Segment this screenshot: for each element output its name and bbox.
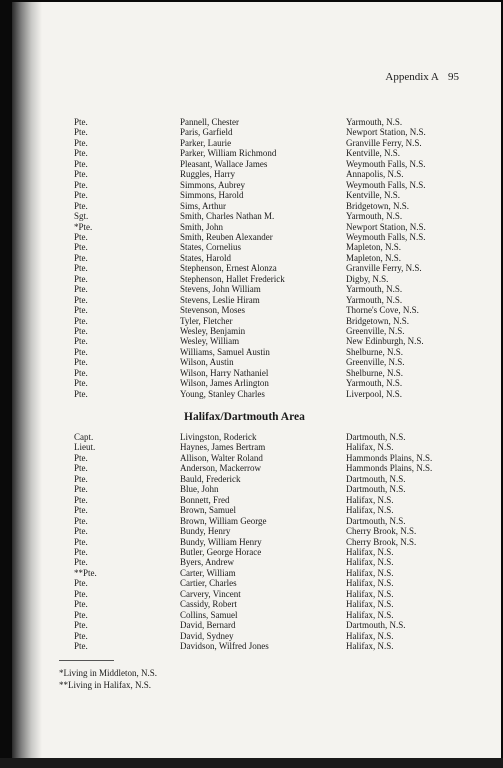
roster-place: Halifax, N.S.: [346, 505, 394, 516]
roster-name: Bundy, Henry: [180, 526, 231, 537]
roster-row: [12, 610, 501, 620]
roster-place: Kentville, N.S.: [346, 148, 400, 159]
roster-place: Newport Station, N.S.: [346, 221, 426, 232]
roster-name: Cartier, Charles: [180, 578, 237, 589]
roster-place: Halifax, N.S.: [346, 599, 394, 610]
roster-row: [12, 463, 501, 473]
page-number: 95: [448, 71, 459, 83]
roster-rank: Pte.: [74, 388, 88, 399]
roster-row: [12, 578, 501, 588]
roster-row: [12, 127, 501, 137]
roster-name: Pannell, Chester: [180, 117, 239, 127]
roster-place: Yarmouth, N.S.: [346, 211, 403, 222]
roster-rank: Pte.: [74, 252, 88, 263]
roster-row: [12, 495, 501, 505]
roster-place: Weymouth Falls, N.S.: [346, 158, 426, 169]
roster-name: Haynes, James Bertram: [180, 442, 266, 453]
roster-name: Stephenson, Ernest Alonza: [180, 263, 277, 274]
roster-rank: Pte.: [74, 357, 88, 368]
roster-row: [12, 222, 501, 232]
roster-name: Cassidy, Robert: [180, 599, 237, 610]
roster-row: [12, 589, 501, 599]
roster-rank: Pte.: [74, 231, 88, 242]
roster-row: [12, 326, 501, 336]
roster-rank: *Pte.: [74, 221, 93, 232]
roster-place: Greenville, N.S.: [346, 357, 405, 368]
roster-place: Cherry Brook, N.S.: [346, 526, 417, 537]
roster-place: Annapolis, N.S.: [346, 169, 404, 180]
roster-row: [12, 368, 501, 378]
roster-rank: Pte.: [74, 190, 88, 201]
roster-row: [12, 284, 501, 294]
roster-name: Smith, Charles Nathan M.: [180, 211, 275, 222]
roster-rank: Pte.: [74, 484, 88, 495]
roster-rank: Pte.: [74, 641, 88, 651]
roster-row: [12, 620, 501, 630]
roster-name: Livingston, Roderick: [180, 432, 257, 442]
roster-place: Digby, N.S.: [346, 273, 389, 284]
roster-row: [12, 263, 501, 273]
roster-place: Halifax, N.S.: [346, 557, 394, 568]
roster-rank: Pte.: [74, 473, 88, 484]
roster-rank: Pte.: [74, 127, 88, 138]
roster-name: Collins, Samuel: [180, 609, 238, 620]
roster-name: Carvery, Vincent: [180, 588, 241, 599]
roster-place: Halifax, N.S.: [346, 494, 394, 505]
roster-place: Granville Ferry, N.S.: [346, 137, 422, 148]
roster-place: Shelburne, N.S.: [346, 346, 403, 357]
roster-rank: Pte.: [74, 452, 88, 463]
roster-rank: Pte.: [74, 117, 88, 127]
roster-rank: Pte.: [74, 505, 88, 516]
roster-name: Brown, Samuel: [180, 505, 236, 516]
roster-row: [12, 316, 501, 326]
roster-place: New Edinburgh, N.S.: [346, 336, 424, 347]
footnote: *Living in Middleton, N.S.: [59, 668, 158, 678]
roster-place: Weymouth Falls, N.S.: [346, 231, 426, 242]
roster-row: [12, 190, 501, 200]
roster-place: Dartmouth, N.S.: [346, 484, 406, 495]
roster-name: Pleasant, Wallace James: [180, 158, 268, 169]
roster-rank: Pte.: [74, 546, 88, 557]
roster-row: [12, 474, 501, 484]
roster-rank: Pte.: [74, 515, 88, 526]
roster-place: Halifax, N.S.: [346, 578, 394, 589]
roster-row: [12, 516, 501, 526]
roster-rank: Pte.: [74, 242, 88, 253]
roster-name: Simmons, Aubrey: [180, 179, 246, 190]
roster-place: Dartmouth, N.S.: [346, 432, 406, 442]
roster-place: Yarmouth, N.S.: [346, 294, 403, 305]
roster-rank: Pte.: [74, 630, 88, 641]
roster-row: [12, 547, 501, 557]
roster-name: Bauld, Frederick: [180, 473, 241, 484]
book-page: [12, 2, 501, 759]
roster-rank: Pte.: [74, 326, 88, 336]
roster-name: Wilson, Harry Nathaniel: [180, 367, 269, 378]
roster-row: [12, 357, 501, 367]
roster-rank: Capt.: [74, 432, 94, 442]
roster-name: Blue, John: [180, 484, 219, 495]
roster-name: Wilson, James Arlington: [180, 378, 269, 389]
roster-place: Halifax, N.S.: [346, 588, 394, 599]
roster-rank: Sgt.: [74, 211, 89, 222]
roster-name: Anderson, Mackerrow: [180, 463, 261, 474]
roster-place: Cherry Brook, N.S.: [346, 536, 417, 547]
roster-row: [12, 295, 501, 305]
roster-place: Halifax, N.S.: [346, 567, 394, 578]
roster-row: [12, 232, 501, 242]
roster-name: Carter, William: [180, 567, 236, 578]
roster-rank: **Pte.: [74, 567, 97, 578]
roster-name: Stevenson, Moses: [180, 305, 245, 316]
roster-place: Thorne's Cove, N.S.: [346, 305, 419, 316]
roster-name: Tyler, Fletcher: [180, 315, 233, 326]
roster-row: [12, 631, 501, 641]
roster-rank: Pte.: [74, 336, 88, 347]
section-heading: Halifax/Dartmouth Area: [184, 411, 305, 423]
roster-name: Bundy, William Henry: [180, 536, 262, 547]
roster-name: States, Harold: [180, 252, 231, 263]
roster-row: [12, 484, 501, 494]
roster-name: Stevens, Leslie Hiram: [180, 294, 260, 305]
roster-name: Parker, William Richmond: [180, 148, 277, 159]
roster-row: [12, 389, 501, 399]
roster-rank: Pte.: [74, 367, 88, 378]
roster-name: Byers, Andrew: [180, 557, 234, 568]
roster-name: Smith, Reuben Alexander: [180, 231, 273, 242]
roster-row: [12, 180, 501, 190]
roster-rank: Pte.: [74, 346, 88, 357]
roster-rank: Pte.: [74, 599, 88, 610]
roster-place: Liverpool, N.S.: [346, 388, 402, 399]
roster-rank: Pte.: [74, 179, 88, 190]
roster-row: [12, 148, 501, 158]
roster-place: Mapleton, N.S.: [346, 242, 401, 253]
roster-rank: Pte.: [74, 378, 88, 389]
roster-name: Sims, Arthur: [180, 200, 227, 211]
roster-row: [12, 568, 501, 578]
roster-row: [12, 242, 501, 252]
roster-place: Greenville, N.S.: [346, 326, 405, 336]
roster-place: Halifax, N.S.: [346, 630, 394, 641]
roster-rank: Pte.: [74, 263, 88, 274]
roster-rank: Pte.: [74, 137, 88, 148]
roster-name: Simmons, Harold: [180, 190, 244, 201]
roster-place: Dartmouth, N.S.: [346, 620, 406, 631]
roster-place: Halifax, N.S.: [346, 546, 394, 557]
roster-rank: Pte.: [74, 536, 88, 547]
roster-rank: Pte.: [74, 284, 88, 295]
roster-rank: Pte.: [74, 620, 88, 631]
roster-name: Wilson, Austin: [180, 357, 234, 368]
roster-name: Brown, William George: [180, 515, 267, 526]
roster-row: [12, 378, 501, 388]
roster-rank: Pte.: [74, 315, 88, 326]
roster-rank: Pte.: [74, 200, 88, 211]
roster-rank: Pte.: [74, 557, 88, 568]
roster-name: Bonnett, Fred: [180, 494, 230, 505]
roster-rank: Pte.: [74, 463, 88, 474]
roster-row: [12, 336, 501, 346]
roster-rank: Pte.: [74, 305, 88, 316]
roster-place: Bridgetown, N.S.: [346, 200, 409, 211]
roster-row: [12, 641, 501, 651]
roster-place: Yarmouth, N.S.: [346, 284, 403, 295]
roster-place: Mapleton, N.S.: [346, 252, 401, 263]
roster-row: [12, 442, 501, 452]
scan-bottom-edge: [0, 758, 503, 768]
roster-row: [12, 159, 501, 169]
roster-name: Smith, John: [180, 221, 224, 232]
roster-row: [12, 117, 501, 127]
roster-place: Kentville, N.S.: [346, 190, 400, 201]
roster-rank: Pte.: [74, 526, 88, 537]
roster-row: [12, 201, 501, 211]
roster-row: [12, 274, 501, 284]
roster-rank: Lieut.: [74, 442, 96, 453]
roster-row: [12, 526, 501, 536]
roster-place: Hammonds Plains, N.S.: [346, 463, 433, 474]
roster-place: Halifax, N.S.: [346, 442, 394, 453]
roster-rank: Pte.: [74, 273, 88, 284]
roster-name: Allison, Walter Roland: [180, 452, 263, 463]
roster-rank: Pte.: [74, 148, 88, 159]
roster-name: States, Cornelius: [180, 242, 241, 253]
footnote-divider: [59, 660, 114, 661]
roster-row: [12, 453, 501, 463]
roster-name: Davidson, Wilfred Jones: [180, 641, 269, 651]
roster-rank: Pte.: [74, 169, 88, 180]
running-header: [378, 71, 459, 83]
roster-place: Weymouth Falls, N.S.: [346, 179, 426, 190]
roster-name: Stephenson, Hallet Frederick: [180, 273, 285, 284]
roster-name: Young, Stanley Charles: [180, 388, 265, 399]
roster-row: [12, 432, 501, 442]
roster-place: Newport Station, N.S.: [346, 127, 426, 138]
roster-rank: Pte.: [74, 294, 88, 305]
roster-row: [12, 211, 501, 221]
roster-row: [12, 253, 501, 263]
roster-name: David, Bernard: [180, 620, 236, 631]
roster-place: Bridgetown, N.S.: [346, 315, 409, 326]
roster-row: [12, 505, 501, 515]
header-title: Appendix A: [385, 71, 439, 83]
roster-place: Shelburne, N.S.: [346, 367, 403, 378]
roster-place: Dartmouth, N.S.: [346, 515, 406, 526]
roster-name: Stevens, John William: [180, 284, 261, 295]
roster-rank: Pte.: [74, 494, 88, 505]
roster-name: Wesley, Benjamin: [180, 326, 246, 336]
roster-row: [12, 599, 501, 609]
roster-rank: Pte.: [74, 609, 88, 620]
roster-name: Ruggles, Harry: [180, 169, 235, 180]
roster-rank: Pte.: [74, 588, 88, 599]
roster-place: Granville Ferry, N.S.: [346, 263, 422, 274]
roster-row: [12, 537, 501, 547]
roster-row: [12, 138, 501, 148]
roster-row: [12, 347, 501, 357]
roster-place: Yarmouth, N.S.: [346, 117, 403, 127]
roster-name: Parker, Laurie: [180, 137, 232, 148]
roster-name: Williams, Samuel Austin: [180, 346, 270, 357]
roster-row: [12, 305, 501, 315]
roster-place: Yarmouth, N.S.: [346, 378, 403, 389]
roster-place: Hammonds Plains, N.S.: [346, 452, 433, 463]
roster-place: Dartmouth, N.S.: [346, 473, 406, 484]
roster-name: David, Sydney: [180, 630, 234, 641]
roster-place: Halifax, N.S.: [346, 641, 394, 651]
footnote: **Living in Halifax, N.S.: [59, 680, 151, 690]
roster-name: Butler, George Horace: [180, 546, 262, 557]
roster-name: Paris, Garfield: [180, 127, 233, 138]
roster-row: [12, 169, 501, 179]
roster-place: Halifax, N.S.: [346, 609, 394, 620]
roster-rank: Pte.: [74, 578, 88, 589]
roster-name: Wesley, William: [180, 336, 240, 347]
roster-row: [12, 557, 501, 567]
roster-rank: Pte.: [74, 158, 88, 169]
